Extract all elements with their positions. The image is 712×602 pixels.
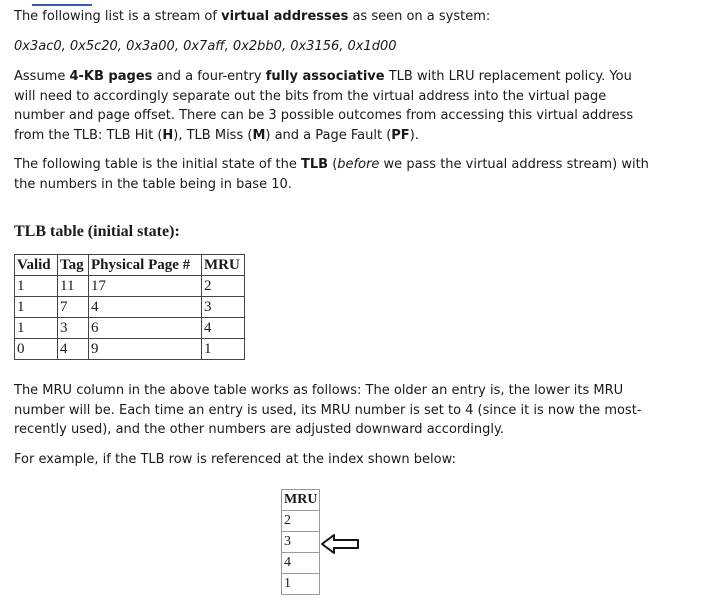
table-row [282, 574, 320, 595]
header-valid: Valid [15, 255, 58, 276]
mru-cell: 4 [282, 553, 320, 574]
cell-mru: 1 [202, 339, 245, 360]
initial-text-3: we pass the virtual address stream) with the numbers in the table being in base 10. [14, 157, 649, 192]
mru-example-table [281, 489, 320, 595]
cell-mru: 2 [202, 276, 245, 297]
initial-italic: before [337, 157, 380, 172]
assumptions-paragraph [14, 67, 654, 145]
cell-physical-page: 4 [89, 297, 202, 318]
left-arrow-icon [320, 533, 362, 555]
cell-tag: 4 [58, 339, 89, 360]
mru-cell: 1 [282, 574, 320, 595]
assume-text-3: TLB with LRU replacement policy. You will need to accordingly separate out the bits from the virtual address into the virtual page number and page offset. There can be 3 possible outcomes from accessing this virtual address from the TLB: TLB Hit ( [14, 69, 634, 143]
table-row [282, 532, 320, 553]
assume-bold-4: M [252, 127, 266, 143]
cell-tag: 3 [58, 318, 89, 339]
mru-header: MRU [282, 490, 320, 511]
tlb-caption: TLB table (initial state): [14, 223, 180, 240]
cell-valid: 1 [15, 297, 58, 318]
table-row [15, 318, 245, 339]
intro-bold: virtual addresses [221, 9, 349, 24]
initial-text-2: ( [328, 157, 338, 172]
cell-valid: 1 [15, 318, 58, 339]
cell-tag: 11 [58, 276, 89, 297]
intro-text-end: as seen on a system: [348, 9, 491, 24]
assume-text-5: ) and a Page Fault ( [265, 127, 392, 143]
cell-valid: 1 [15, 276, 58, 297]
table-row [15, 339, 245, 360]
cell-mru: 3 [202, 297, 245, 318]
tlb-table [14, 254, 245, 360]
table-row [282, 553, 320, 574]
assume-bold-3: H [162, 127, 174, 143]
assume-text-1: Assume [14, 69, 70, 84]
mru-header-row [282, 490, 320, 511]
cell-physical-page: 17 [89, 276, 202, 297]
cell-physical-page: 9 [89, 339, 202, 360]
mru-cell: 3 [282, 532, 320, 553]
header-mru: MRU [202, 255, 245, 276]
cell-mru: 4 [202, 318, 245, 339]
assume-bold-5: PF [391, 127, 410, 143]
intro-text: The following list is a stream of [14, 9, 222, 24]
assume-text-6: ). [409, 127, 419, 143]
initial-bold: TLB [301, 157, 329, 172]
table-row [15, 276, 245, 297]
assume-text-2: and a four-entry [152, 69, 266, 84]
table-row [15, 297, 245, 318]
mru-cell: 2 [282, 511, 320, 532]
assume-bold-1: 4-KB pages [69, 69, 153, 84]
assume-bold-2: fully associative [265, 69, 385, 84]
mru-explanation: The MRU column in the above table works as follows: The older an entry is, the lower its MRU number will be. Each time an entry is used, its MRU number is set to 4 (since it is now the most-recently used), and the other numbers are adjusted downward accordingly. [14, 383, 642, 437]
assume-text-4: ), TLB Miss ( [173, 127, 253, 143]
intro-paragraph [14, 7, 654, 27]
address-stream: 0x3ac0, 0x5c20, 0x3a00, 0x7aff, 0x2bb0, 0x3156, 0x1d00 [14, 39, 397, 54]
table-row [282, 511, 320, 532]
example-intro: For example, if the TLB row is referenced at the index shown below: [14, 452, 456, 467]
cell-valid: 0 [15, 339, 58, 360]
tlb-header-row [15, 255, 245, 276]
top-link-underline [32, 0, 92, 6]
initial-state-paragraph [14, 155, 654, 194]
cell-physical-page: 6 [89, 318, 202, 339]
initial-text-1: The following table is the initial state of the [14, 157, 302, 172]
cell-tag: 7 [58, 297, 89, 318]
header-tag: Tag [58, 255, 89, 276]
header-physical-page: Physical Page # [89, 255, 202, 276]
